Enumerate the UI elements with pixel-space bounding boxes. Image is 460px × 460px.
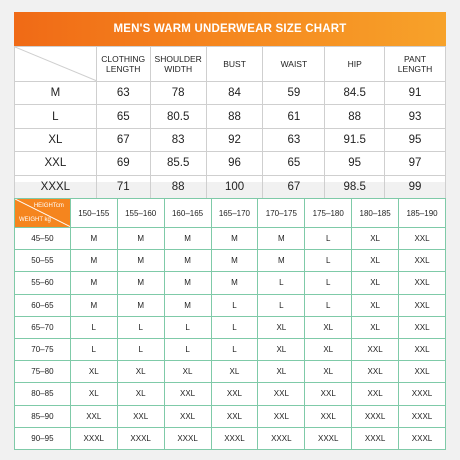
size-recommendation-cell: M — [258, 228, 305, 250]
size-recommendation-cell: L — [305, 272, 352, 294]
size-table-header: HIP — [325, 47, 385, 82]
size-recommendation-cell: L — [211, 316, 258, 338]
table-row — [15, 316, 446, 338]
weight-range-label: 80–85 — [15, 383, 71, 405]
size-recommendation-cell: XXXL — [399, 405, 446, 427]
height-weight-corner — [15, 199, 71, 228]
measurement-cell: 95 — [325, 152, 385, 175]
measurement-cell: 65 — [96, 105, 150, 128]
size-table-header: WAIST — [263, 47, 325, 82]
size-recommendation-cell: L — [164, 316, 211, 338]
height-range-header: 155–160 — [117, 199, 164, 228]
table-row — [15, 250, 446, 272]
size-recommendation-cell: XXXL — [70, 427, 117, 449]
weight-range-label: 85–90 — [15, 405, 71, 427]
size-recommendation-cell: L — [305, 228, 352, 250]
size-label: XXXL — [15, 175, 97, 198]
size-recommendation-cell: L — [258, 294, 305, 316]
table-row — [15, 338, 446, 360]
size-recommendation-cell: M — [164, 272, 211, 294]
size-recommendation-cell: M — [258, 250, 305, 272]
size-recommendation-cell: XXL — [399, 228, 446, 250]
size-recommendation-cell: XL — [70, 383, 117, 405]
size-recommendation-cell: M — [164, 294, 211, 316]
size-recommendation-cell: XL — [352, 250, 399, 272]
size-table-header: PANT LENGTH — [385, 47, 446, 82]
measurement-cell: 59 — [263, 82, 325, 105]
size-recommendation-cell: XL — [305, 338, 352, 360]
size-recommendation-cell: L — [117, 316, 164, 338]
size-recommendation-cell: XL — [258, 361, 305, 383]
size-recommendation-cell: XXL — [352, 361, 399, 383]
size-table-header: CLOTHING LENGTH — [96, 47, 150, 82]
size-recommendation-cell: M — [117, 250, 164, 272]
size-recommendation-cell: XXL — [352, 383, 399, 405]
size-recommendation-cell: XXL — [211, 405, 258, 427]
size-recommendation-cell: XXL — [352, 338, 399, 360]
height-range-header: 165–170 — [211, 199, 258, 228]
measurement-cell: 96 — [206, 152, 263, 175]
measurement-cell: 88 — [206, 105, 263, 128]
measurement-cell: 98.5 — [325, 175, 385, 198]
size-recommendation-cell: XXXL — [352, 405, 399, 427]
size-recommendation-cell: XXXL — [352, 427, 399, 449]
size-recommendation-cell: XXL — [399, 250, 446, 272]
size-chart — [14, 12, 446, 193]
size-recommendation-cell: XXL — [305, 405, 352, 427]
size-recommendation-cell: XL — [305, 316, 352, 338]
size-recommendation-cell: L — [164, 338, 211, 360]
measurement-cell: 93 — [385, 105, 446, 128]
size-recommendation-cell: XXL — [399, 272, 446, 294]
measurement-cell: 61 — [263, 105, 325, 128]
size-recommendation-cell: XXL — [258, 383, 305, 405]
measurement-cell: 95 — [385, 128, 446, 151]
measurement-cell: 65 — [263, 152, 325, 175]
table-row — [15, 383, 446, 405]
size-recommendation-cell: XXL — [164, 383, 211, 405]
size-recommendation-cell: XL — [70, 361, 117, 383]
size-recommendation-cell: XXL — [399, 316, 446, 338]
size-recommendation-cell: XL — [211, 361, 258, 383]
weight-range-label: 50–55 — [15, 250, 71, 272]
size-recommendation-cell: XXL — [70, 405, 117, 427]
measurement-cell: 91 — [385, 82, 446, 105]
size-label: M — [15, 82, 97, 105]
size-recommendation-cell: XL — [352, 228, 399, 250]
table-row — [15, 272, 446, 294]
measurement-cell: 88 — [150, 175, 206, 198]
size-recommendation-cell: XL — [164, 361, 211, 383]
table-row — [15, 82, 446, 105]
size-recommendation-cell: M — [117, 294, 164, 316]
size-recommendation-cell: XXXL — [117, 427, 164, 449]
fit-chart — [14, 198, 446, 450]
measurement-cell: 92 — [206, 128, 263, 151]
size-recommendation-cell: XXL — [399, 338, 446, 360]
size-recommendation-cell: L — [305, 250, 352, 272]
measurement-cell: 88 — [325, 105, 385, 128]
table-row — [15, 228, 446, 250]
height-range-header: 175–180 — [305, 199, 352, 228]
measurement-cell: 97 — [385, 152, 446, 175]
size-recommendation-cell: M — [70, 294, 117, 316]
table-row — [15, 128, 446, 151]
size-recommendation-cell: M — [164, 228, 211, 250]
size-table-header: SHOULDER WIDTH — [150, 47, 206, 82]
height-range-header: 170–175 — [258, 199, 305, 228]
measurement-cell: 80.5 — [150, 105, 206, 128]
size-recommendation-cell: XL — [352, 294, 399, 316]
height-range-header: 185–190 — [399, 199, 446, 228]
weight-range-label: 60–65 — [15, 294, 71, 316]
size-recommendation-cell: M — [117, 228, 164, 250]
size-recommendation-cell: XXXL — [164, 427, 211, 449]
size-recommendation-cell: M — [211, 272, 258, 294]
size-recommendation-cell: XL — [352, 272, 399, 294]
size-recommendation-cell: XL — [117, 383, 164, 405]
measurement-cell: 67 — [263, 175, 325, 198]
table-row — [15, 105, 446, 128]
weight-range-label: 90–95 — [15, 427, 71, 449]
size-table-corner — [15, 47, 97, 82]
table-row — [15, 361, 446, 383]
size-recommendation-cell: XXL — [399, 361, 446, 383]
table-row — [15, 294, 446, 316]
height-range-header: 160–165 — [164, 199, 211, 228]
size-label: L — [15, 105, 97, 128]
measurement-cell: 78 — [150, 82, 206, 105]
size-recommendation-cell: M — [70, 272, 117, 294]
size-recommendation-cell: XL — [305, 361, 352, 383]
size-recommendation-cell: XXL — [305, 383, 352, 405]
fit-table — [14, 198, 446, 450]
measurement-cell: 69 — [96, 152, 150, 175]
weight-range-label: 75–80 — [15, 361, 71, 383]
weight-range-label: 65–70 — [15, 316, 71, 338]
weight-axis-label: WEIGHT kg — [19, 217, 51, 223]
weight-range-label: 45–50 — [15, 228, 71, 250]
measurement-cell: 63 — [96, 82, 150, 105]
table-row — [15, 427, 446, 449]
weight-range-label: 70–75 — [15, 338, 71, 360]
height-range-header: 180–185 — [352, 199, 399, 228]
height-range-header: 150–155 — [70, 199, 117, 228]
measurement-cell: 83 — [150, 128, 206, 151]
size-recommendation-cell: XXL — [117, 405, 164, 427]
size-label: XXL — [15, 152, 97, 175]
table-row — [15, 152, 446, 175]
size-recommendation-cell: XXXL — [399, 427, 446, 449]
size-recommendation-cell: L — [258, 272, 305, 294]
size-recommendation-cell: L — [211, 338, 258, 360]
table-row — [15, 175, 446, 198]
size-recommendation-cell: XL — [352, 316, 399, 338]
size-label: XL — [15, 128, 97, 151]
weight-range-label: 55–60 — [15, 272, 71, 294]
size-recommendation-cell: XXXL — [399, 383, 446, 405]
measurement-cell: 100 — [206, 175, 263, 198]
height-axis-label: HEIGHTcm — [33, 203, 64, 209]
measurement-cell: 84 — [206, 82, 263, 105]
size-recommendation-cell: M — [164, 250, 211, 272]
size-recommendation-cell: XXL — [211, 383, 258, 405]
measurement-cell: 85.5 — [150, 152, 206, 175]
size-recommendation-cell: XL — [258, 338, 305, 360]
measurement-cell: 67 — [96, 128, 150, 151]
size-chart-title: MEN'S WARM UNDERWEAR SIZE CHART — [14, 12, 446, 46]
size-table-header: BUST — [206, 47, 263, 82]
size-recommendation-cell: M — [70, 228, 117, 250]
table-row — [15, 405, 446, 427]
measurement-cell: 84.5 — [325, 82, 385, 105]
size-recommendation-cell: M — [211, 250, 258, 272]
size-recommendation-cell: M — [70, 250, 117, 272]
diagonal-divider — [15, 47, 96, 81]
size-recommendation-cell: XXL — [258, 405, 305, 427]
size-recommendation-cell: L — [305, 294, 352, 316]
size-recommendation-cell: XXXL — [305, 427, 352, 449]
size-recommendation-cell: XXXL — [211, 427, 258, 449]
size-recommendation-cell: XL — [117, 361, 164, 383]
measurement-cell: 91.5 — [325, 128, 385, 151]
size-recommendation-cell: M — [211, 228, 258, 250]
size-recommendation-cell: XXXL — [258, 427, 305, 449]
size-recommendation-cell: XL — [258, 316, 305, 338]
size-recommendation-cell: XXL — [399, 294, 446, 316]
size-recommendation-cell: M — [117, 272, 164, 294]
measurement-cell: 63 — [263, 128, 325, 151]
size-recommendation-cell: L — [70, 316, 117, 338]
measurement-cell: 99 — [385, 175, 446, 198]
size-recommendation-cell: L — [117, 338, 164, 360]
measurement-cell: 71 — [96, 175, 150, 198]
size-recommendation-cell: L — [211, 294, 258, 316]
size-table — [14, 46, 446, 199]
size-recommendation-cell: XXL — [164, 405, 211, 427]
size-recommendation-cell: L — [70, 338, 117, 360]
